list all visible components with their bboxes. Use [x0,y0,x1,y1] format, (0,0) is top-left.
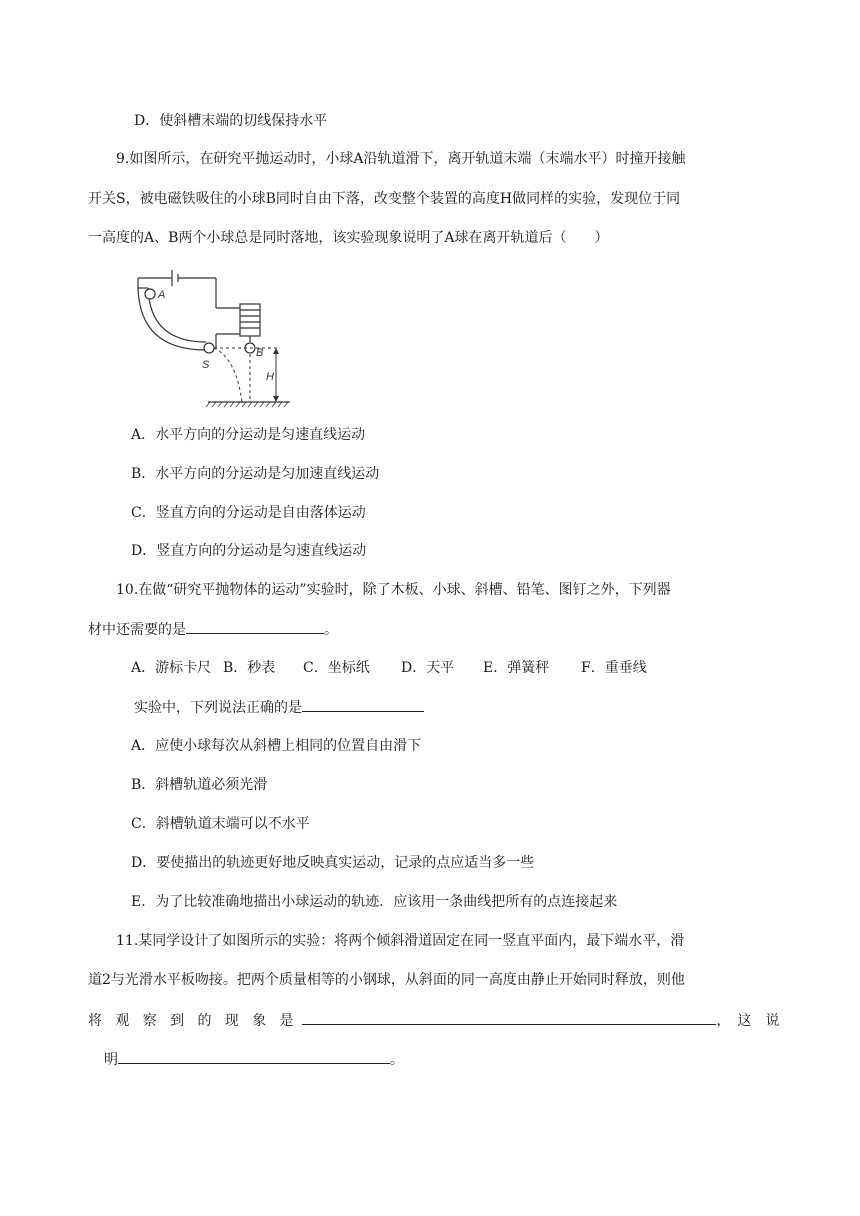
q10-statement-d: D．要使描出的轨迹更好地反映真实运动，记录的点应适当多一些 [131,855,535,871]
q11-text-line-4 [104,1049,404,1070]
q10-choice-e: E．弹簧秤 [483,660,550,676]
q10-sub-prompt-line [134,697,424,718]
q10-line2-prefix: 材中还需要的是 [88,622,186,638]
q10-statement-a: A．应使小球每次从斜槽上相同的位置自由滑下 [131,738,422,754]
q10-line2-suffix: 。 [324,622,338,638]
q9-option-c: C．竖直方向的分运动是自由落体运动 [131,505,366,521]
q10-choice-a: A．游标卡尺 [131,660,212,676]
q10-sub-prompt: 实验中，下列说法正确的是 [134,700,302,716]
q11-line3-char: 象 [252,1013,267,1029]
q11-answer-blank-1[interactable] [302,1010,716,1025]
q10-choice-b: B．秒表 [223,660,276,676]
label-b: B [256,347,264,359]
label-s: S [202,359,210,371]
q9-text-line-3: 一高度的A、B两个小球总是同时落地，该实验现象说明了A球在离开轨道后（ ） [88,230,609,246]
q9-option-b: B．水平方向的分运动是匀加速直线运动 [131,466,380,482]
label-a: A [158,289,166,301]
q9-text-line-2: 开关S，被电磁铁吸住的小球B同时自由下落，改变整个装置的高度H做同样的实验，发现位于同 [88,191,681,207]
q10-choice-f: F．重垂线 [581,660,647,676]
q9-option-d: D．竖直方向的分运动是匀速直线运动 [131,543,367,559]
q8-option-d: D．使斜槽末端的切线保持水平 [134,113,328,129]
q11-line3-end: ， 这 说 [716,1013,780,1029]
q9-text-line-1: 9.如图所示，在研究平抛运动时，小球A沿轨道滑下，离开轨道末端（末端水平）时撞开接触 [116,151,686,167]
q11-line3-char: 观 [115,1013,130,1029]
label-h: H [266,371,274,383]
q11-text-line-2: 道2与光滑水平板吻接。把两个质量相等的小钢球，从斜面的同一高度由静止开始同时释放，则他 [88,972,685,988]
q9-apparatus-figure [130,262,300,410]
q11-line3-char: 的 [197,1013,212,1029]
q11-text-line-1: 11.某同学设计了如图所示的实验：将两个倾斜滑道固定在同一竖直平面内，最下端水平，滑 [116,933,685,949]
q10-text-line-2 [88,619,338,640]
q11-line3-char: 将 [88,1013,102,1029]
q10-choice-c: C．坐标纸 [303,660,370,676]
switch-s-icon [204,343,214,353]
q11-line3-char: 察 [142,1013,157,1029]
q11-line3-char: 现 [224,1013,239,1029]
q10-statement-c: C．斜槽轨道末端可以不水平 [131,816,310,832]
q11-line4-prefix: 明 [104,1052,118,1068]
q11-line3-char: 是 [279,1013,294,1029]
q10-answer-blank-2[interactable] [302,697,424,712]
q11-line3-char: 到 [170,1013,185,1029]
q10-statement-e: E．为了比较准确地描出小球运动的轨迹．应该用一条曲线把所有的点连接起来 [131,894,618,910]
q11-answer-blank-2[interactable] [118,1049,390,1064]
q11-text-line-3 [88,1010,779,1031]
q11-line4-suffix: 。 [390,1052,404,1068]
q10-statement-b: B．斜槽轨道必须光滑 [131,777,268,793]
q10-text-line-1: 10.在做“研究平抛物体的运动”实验时，除了木板、小球、斜槽、铅笔、图钉之外，下列器 [116,582,671,598]
q10-choice-d: D．天平 [401,660,455,676]
q10-choices [131,658,647,678]
q10-answer-blank-1[interactable] [186,619,324,634]
q9-option-a: A．水平方向的分运动是匀速直线运动 [131,427,366,443]
ball-a-icon [145,289,155,299]
